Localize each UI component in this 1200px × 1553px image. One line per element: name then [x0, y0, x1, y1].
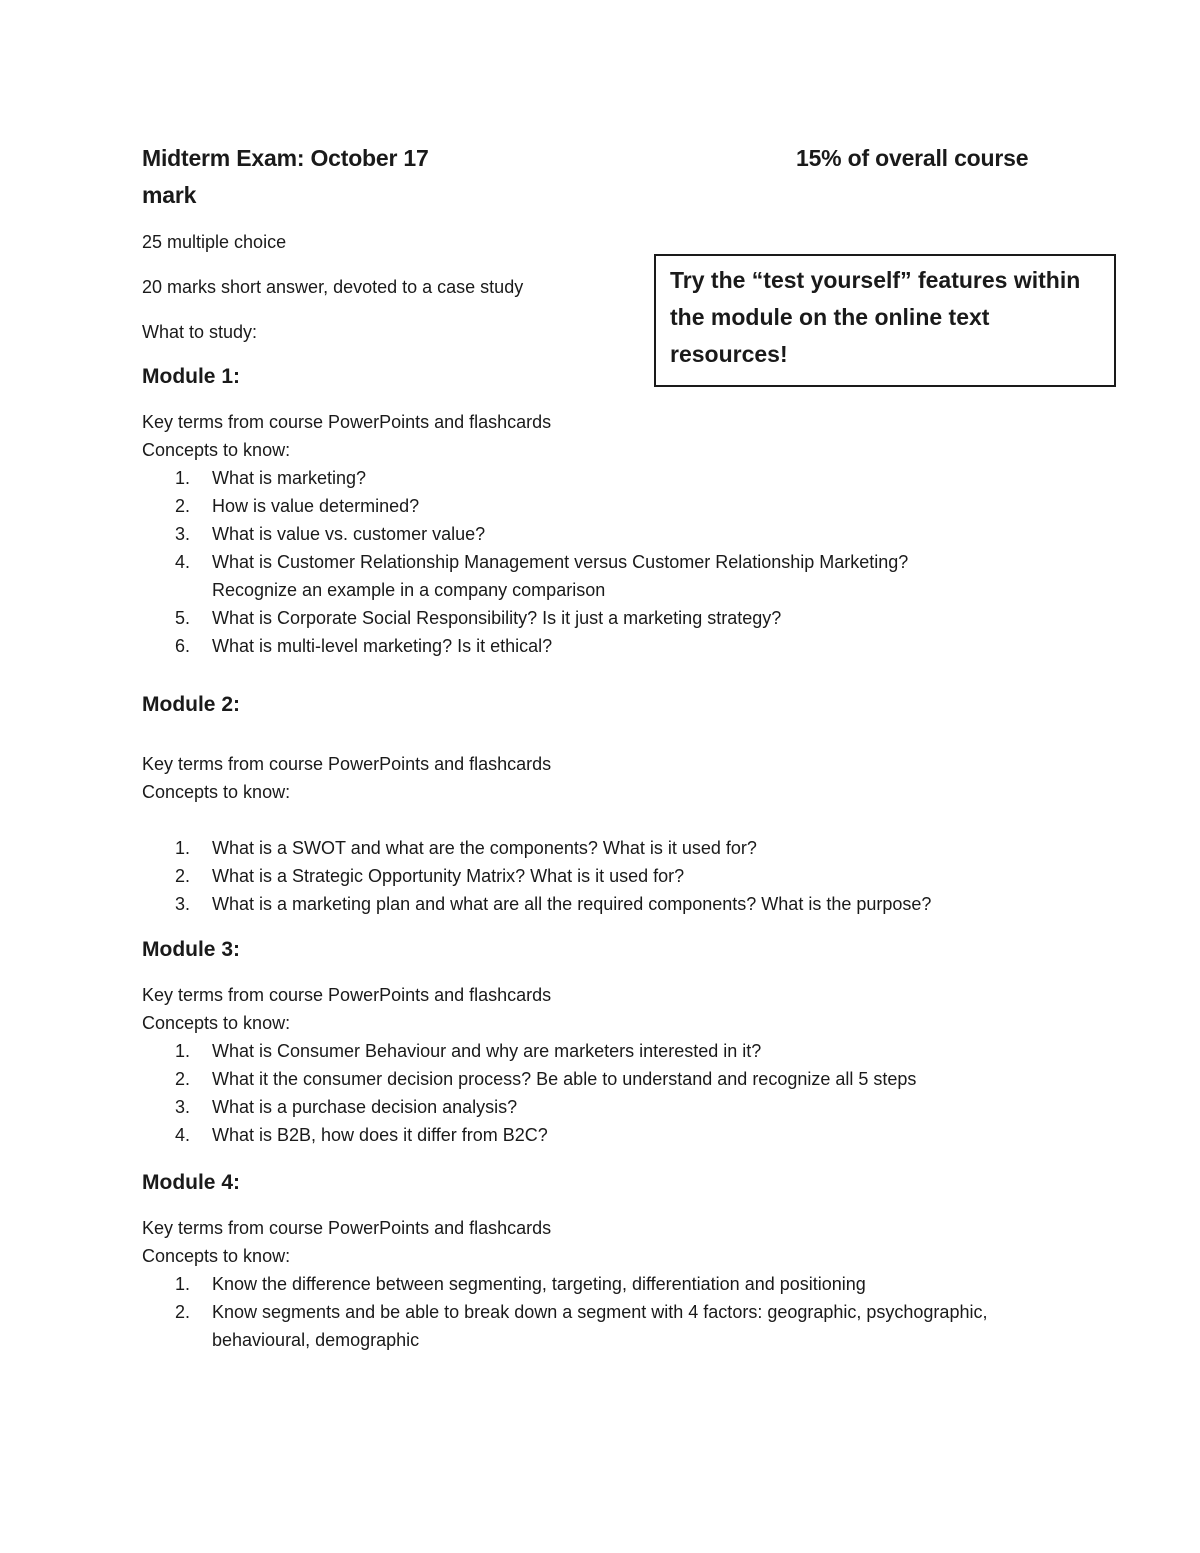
list-item: 2. What is a Strategic Opportunity Matrix? What is it used for? — [175, 866, 685, 886]
module-heading: Module 4: — [142, 1171, 240, 1194]
module-heading: Module 1: — [142, 365, 240, 388]
list-item: 1. Know the difference between segmenting, targeting, differentiation and positioning — [175, 1274, 866, 1294]
module-heading: Module 3: — [142, 938, 240, 961]
concept-list — [142, 1037, 1082, 1149]
multiple-choice-note: 25 multiple choice — [142, 232, 287, 252]
concept-list — [142, 834, 1082, 918]
concepts-label: Concepts to know: — [142, 440, 291, 460]
list-item: 4. What is Customer Relationship Management versus Customer Relationship Marketing? Recognize an example in a company comparison — [175, 552, 909, 600]
key-terms-note: Key terms from course PowerPoints and flashcards — [142, 985, 552, 1005]
what-to-study-label: What to study: — [142, 322, 258, 342]
list-item: 6. What is multi-level marketing? Is it ethical? — [175, 636, 553, 656]
short-answer-note: 20 marks short answer, devoted to a case study — [142, 277, 524, 297]
module-heading: Module 2: — [142, 693, 240, 716]
module-2 — [142, 690, 1082, 918]
exam-title: Midterm Exam: October 17 — [142, 145, 429, 171]
callout-text: Try the “test yourself” features within the module on the online text resources! — [670, 267, 1081, 367]
concepts-label: Concepts to know: — [142, 782, 291, 802]
list-item: 1. What is marketing? — [175, 468, 367, 488]
list-item: 2. Know segments and be able to break down a segment with 4 factors: geographic, psychographic, behavioural, demographic — [175, 1302, 988, 1350]
key-terms-note: Key terms from course PowerPoints and flashcards — [142, 754, 552, 774]
list-item: 4. What is B2B, how does it differ from B2C? — [175, 1125, 548, 1145]
key-terms-note: Key terms from course PowerPoints and flashcards — [142, 1218, 552, 1238]
list-item: 2. What it the consumer decision process? Be able to understand and recognize all 5 steps — [175, 1069, 917, 1089]
concept-list — [142, 464, 1082, 660]
list-item: 1. What is a SWOT and what are the components? What is it used for? — [175, 838, 757, 858]
module-3 — [142, 935, 1082, 1149]
list-item: 3. What is a marketing plan and what are all the required components? What is the purpose? — [175, 894, 932, 914]
list-item: 1. What is Consumer Behaviour and why are marketers interested in it? — [175, 1041, 762, 1061]
exam-weight-continued: mark — [142, 182, 197, 208]
key-terms-note: Key terms from course PowerPoints and flashcards — [142, 412, 552, 432]
list-item: 5. What is Corporate Social Responsibility? Is it just a marketing strategy? — [175, 608, 782, 628]
concepts-label: Concepts to know: — [142, 1013, 291, 1033]
concepts-label: Concepts to know: — [142, 1246, 291, 1266]
list-item: 2. How is value determined? — [175, 496, 420, 516]
concept-list — [142, 1270, 1082, 1354]
list-item: 3. What is a purchase decision analysis? — [175, 1097, 518, 1117]
exam-weight: 15% of overall course — [796, 145, 1029, 171]
module-4 — [142, 1168, 1082, 1354]
list-item: 3. What is value vs. customer value? — [175, 524, 486, 544]
module-1 — [142, 362, 1082, 660]
